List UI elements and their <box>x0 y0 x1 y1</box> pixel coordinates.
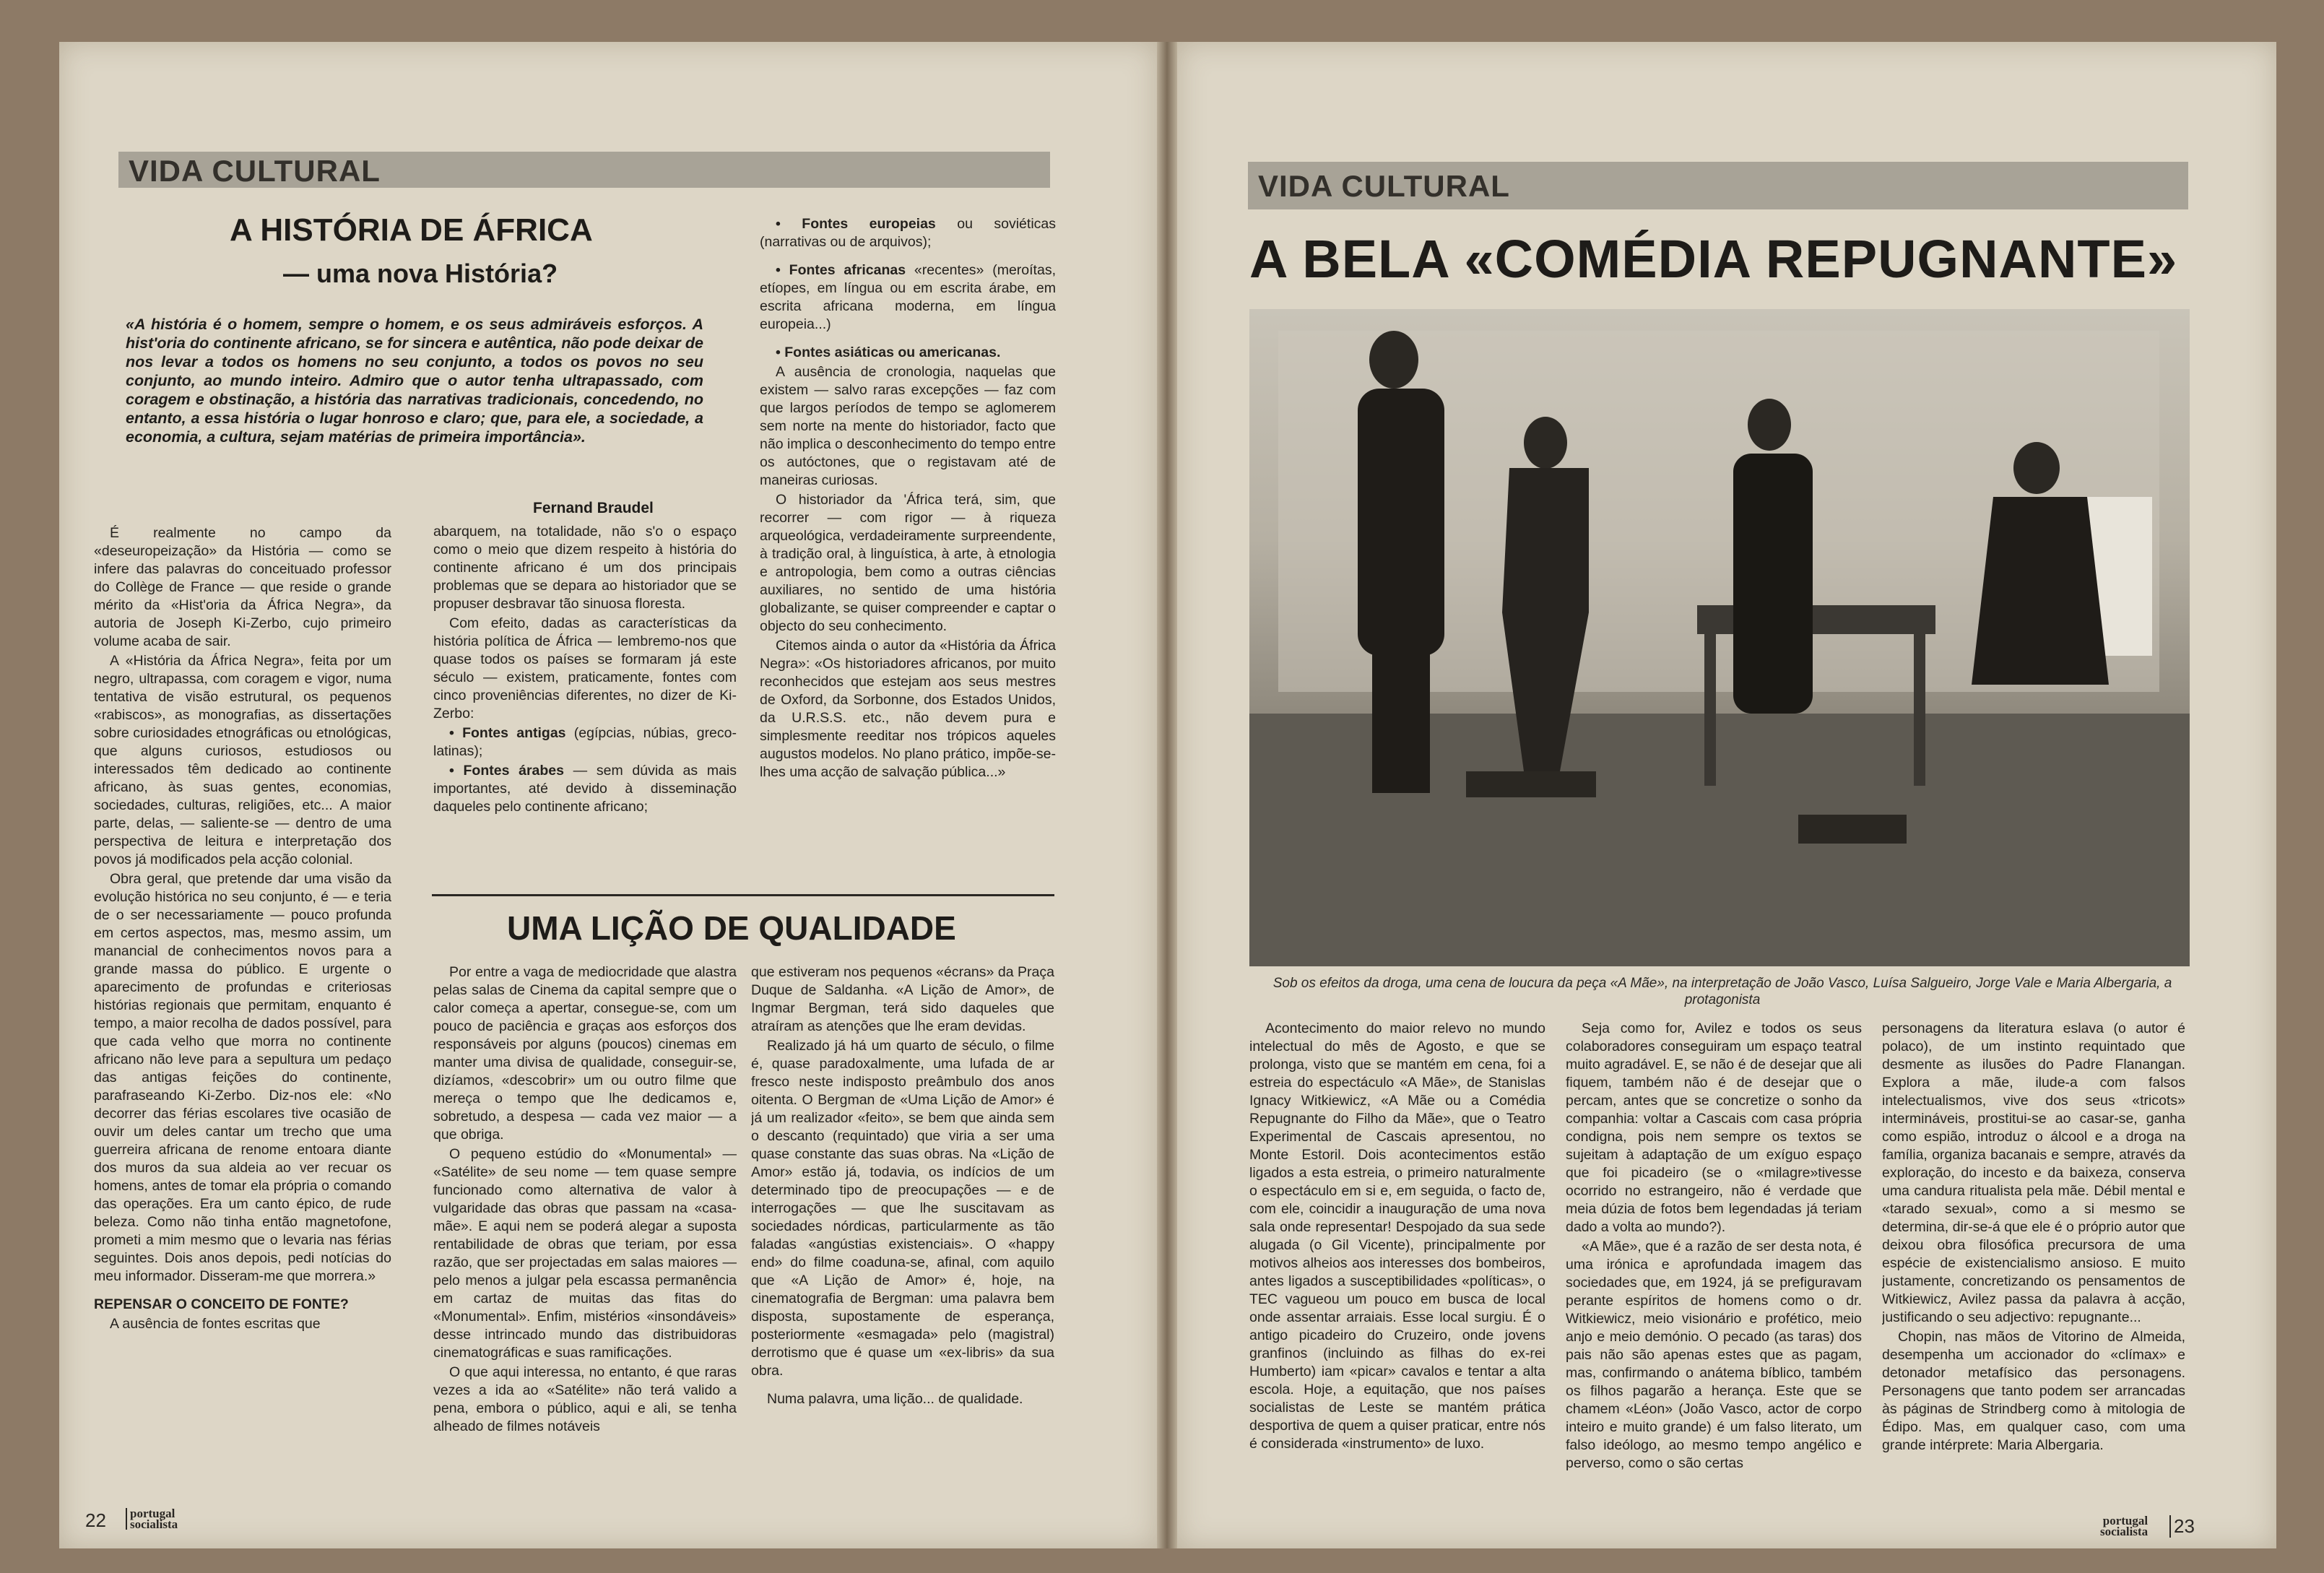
paragraph: Citemos ainda o autor da «História da África Negra»: «Os historiadores africanos, por muito reconhecidos que estejam aos seus mestres de Oxford, da Sorbonne, dos Estados Unidos, da U.R.S.S. etc., não devem pura e simplesmente reeditar nos trópicos aqueles augustos modelos. No plano prático, impõe-se-lhes uma acção de salvação pública...» <box>760 638 1056 780</box>
section-subhead: REPENSAR O CONCEITO DE FONTE? <box>94 1296 349 1312</box>
bullet-text: (egípcias, núbias, greco-latinas); <box>433 725 737 759</box>
paragraph: A ausência de fontes escritas que <box>110 1316 321 1332</box>
photo-caption: Sob os efeitos da droga, uma cena de loucura da peça «A Mãe», na interpretação de João Vasco, Luísa Salgueiro, Jorge Vale e Maria Albergaria, a protagonista <box>1272 976 2172 1008</box>
paragraph: Obra geral, que pretende dar uma visão da evolução histórica no seu conjunto, é — e teria de o ser necessariamente — pouco profunda em certos aspectos, mas, mesmo assim, um manancial de conhecimentos novos para a grande massa do público. E urgente o aparecimento de profundas e criteriosas histórias regionais que permitam, enquanto é tempo, a maior recolha de dados possível, para que cada velho que morra no continente africano não leve para a sepultura um pedaço das antigas feições do continente, parafraseando Ki-Zerbo. Diz-nos ele: «No decorrer das férias escolares tive ocasião de ouvir um deles cantar um trecho que uma guerreira africana de renome entoara diante dos muros da sua aldeia ao ver recuar os homens, antes de tomar ela própria o comando das operações. Era um canto épico, de rude beleza. Como não tinha então magnetofone, prometi a mim mesmo que o levaria nas férias seguintes. Dois anos depois, pedi notícias do meu informador. Disseram-me que morrera.» <box>94 871 391 1284</box>
article1-column-2 <box>433 523 737 884</box>
paragraph: O pequeno estúdio do «Monumental» — «Satélite» de seu nome — tem quase sempre funcionado como alternativa de valor à vulgaridade das obras que passam na «casa-mãe». E aqui nem se poderá alegar a suposta rentabilidade de obras que teriam, por essa razão, que ser projectadas em salas maiores — pelo menos a julgar pela escassa permanência em cartaz de muitas das fitas do «Monumental». Enfim, mistérios «insondáveis» desse intrincado mundo das distribuidoras cinematográficas e suas ramificações. <box>433 1146 737 1361</box>
article1-column-1 <box>94 524 391 1463</box>
section-label: VIDA CULTURAL <box>1258 169 1510 203</box>
separator-rule <box>432 894 1054 896</box>
article-title: UMA LIÇÃO DE QUALIDADE <box>507 909 956 947</box>
paragraph: Com efeito, dadas as características da história política de África — lembremo-nos que quase todos os países se formaram já este século — existem, praticamente, fontes com cinco proveniências diferentes, no dizer de Ki-Zerbo: <box>433 615 737 722</box>
section-band <box>118 152 1050 188</box>
paragraph: A «História da África Negra», feita por um negro, ultrapassa, com coragem e vigor, numa tentativa de visão estrutural, os pequenos «rabiscos», as monografias, as dissertações sobre curiosidades etnográficas ou etnológicas, que alguns curiosos, estudiosos ou interessados têm dedicado ao continente africano, às suas gentes, economias, sociedades, culturas, religiões, etc... A maior parte, delas, — saliente-se — dentro de uma perspectiva de leitura e interpretação dos povos já modificados pela acção colonial. <box>94 653 391 867</box>
bullet-label: • Fontes africanas <box>776 262 906 278</box>
headline: A BELA «COMÉDIA REPUGNANTE» <box>1249 229 2178 289</box>
paragraph: Numa palavra, uma lição... de qualidade. <box>767 1391 1023 1407</box>
bullet-item <box>760 215 1056 251</box>
paragraph: É realmente no campo da «deseuropeização» da História — como se infere das palavras do conceituado professor do Collège de France — que reside o grande mérito da «Hist'oria da África Negra», da autoria de Joseph Ki-Zerbo, cujo primeiro volume acaba de sair. <box>94 525 391 649</box>
article1-column-3 <box>760 215 1056 894</box>
review-column-1 <box>1249 1020 1545 1511</box>
logo-line: socialista <box>130 1517 178 1531</box>
bullet-text: ou soviéticas (narrativas ou de arquivos); <box>760 216 1056 250</box>
logo-line: portugal <box>2102 1514 2149 1528</box>
paragraph: Seja como for, Avilez e todos os seus colaboradores conseguiram um espaço teatral muito agradável. E, se não é de desejar que ali fiquem, também não é de desejar que o percam, antes que se concretize o sonho da companhia: voltar a Cascais com casa própria condigna, pois nem sempre os textos se sujeitam à adaptação de um exíguo espaço que foi picadeiro (se o «milagre»tivesse ocorrido no estrangeiro, não é verdade que meia dúzia de fotos bem legendadas já teriam dado a volta ao mundo?). <box>1566 1020 1862 1235</box>
right-page <box>1177 42 2276 1548</box>
page-number: 23 <box>2169 1515 2195 1538</box>
bullet-item <box>433 762 737 816</box>
epigraph-quote: «A história é o homem, sempre o homem, e os seus admiráveis esforços. A hist'oria do continente africano, se for sincera e autêntica, não pode deixar de nos levar a todos os homens no seu conjunto, a todos os povos no seu conjunto, ao mundo inteiro. Admiro que o autor tenha ultrapassado, com coragem e obstinação, a história das narrativas tradicionais, concedendo, no entanto, a essa história o lugar honroso e claro; que, para ele, a sociedade, a economia, a cultura, sejam matérias de primeira importância». <box>126 316 703 446</box>
bullet-label: • Fontes europeias <box>776 216 936 232</box>
article2-column-1 <box>433 963 737 1483</box>
logo-line: socialista <box>2100 1525 2149 1538</box>
article-subtitle: — uma nova História? <box>283 259 558 288</box>
bullet-item <box>760 344 1056 362</box>
section-label: VIDA CULTURAL <box>129 154 381 188</box>
paragraph: abarquem, na totalidade, não s'o o espaço como o meio que dizem respeito à história do continente africano é um dos principais problemas que se depara ao historiador que se propuser desbravar tão sinuosa floresta. <box>433 524 737 612</box>
magazine-gutter <box>1157 42 1177 1548</box>
bullet-text: — sem dúvida as mais importantes, até devido à disseminação daqueles pelo continente africano; <box>433 763 737 815</box>
review-column-3 <box>1882 1020 2185 1511</box>
paragraph: «A Mãe», que é a razão de ser desta nota, é uma irónica e aprofundada imagem das sociedades que, em 1924, já se prefiguravam perante espíritos de homens como o dr. Witkiewicz, meio visionário e profético, meio anjo e meio demónio. O pecado (as taras) dos pais não são apenas estes que as pagam, mas, confirmando o anátema bíblico, também os filhos pagarão a herança. Este que se chamem «Léon» (João Vasco, actor de corpo inteiro e muito grande) é um falso literato, um falso ideólogo, ao mesmo tempo angélico e perverso, como o são certas <box>1566 1239 1862 1471</box>
paragraph: que estiveram nos pequenos «écrans» da Praça Duque de Saldanha. «A Lição de Amor», de Ingmar Bergman, terá sido daqueles que atraíram as atenções que lhe eram devidas. <box>751 964 1054 1034</box>
paragraph: Por entre a vaga de mediocridade que alastra pelas salas de Cinema da capital sempre que o calor começa a apertar, consegue-se, com um pouco de paciência e graças aos esforços dos responsáveis por alguns (poucos) cinemas em manter uma divisa de qualidade, conseguir-se, dizíamos, «descobrir» um ou outro filme que mereça o tempo que lhe dedicamos e, sobretudo, a despesa — cada vez maior — a que obriga. <box>433 964 737 1143</box>
paragraph: personagens da literatura eslava (o autor é polaco), de um instinto requintado que desmente as ilusões do Padre Flanangan. Explora a mãe, ilude-a com falsos intelectualismos, vive dos seus «tricots» intermináveis, prostitui-se ao casar-se, ganha como espião, introduz o álcool e a droga na família, organiza bacanais e sempre, através da exploração, do incesto e da baixeza, conserva uma candura ritualista pela mãe. Débil mental e «tarado sexual», como a si mesmo se determina, dir-se-á que ele é o próprio autor que deixou obra filosófica precursora de uma espécie de existencialismo ansioso. E muito justamente, concretizando os pensamentos de Witkiewicz, Avilez passa da palavra à acção, justificando o seu adjectivo: repugnante... <box>1882 1020 2185 1325</box>
photo-illustration <box>1249 309 2190 966</box>
bullet-label: • Fontes árabes <box>449 763 564 779</box>
theatre-scene-photo <box>1249 309 2190 966</box>
paragraph: Chopin, nas mãos de Vitorino de Almeida, desempenha um accionador do «clímax» e detonador metafísico das personagens. Personagens que tanto podem ser arrancadas às páginas de Strindberg como à mitologia de Édipo. Mas, em qualquer caso, com uma grande intérprete: Maria Albergaria. <box>1882 1329 2185 1453</box>
left-page <box>59 42 1157 1548</box>
bullet-label: • Fontes asiáticas ou americanas. <box>776 344 1001 360</box>
paragraph: A ausência de cronologia, naquelas que existem — salvo raras excepções — faz com que largos períodos de tempo se aglomerem sem norte na mente do historiador, facto que não implica o desconhecimento do tempo entre os autóctones, que o registavam até de maneiras curiosas. <box>760 364 1056 488</box>
publication-logo <box>2100 1515 2148 1537</box>
paragraph: Realizado já há um quarto de século, o filme é, quase paradoxalmente, uma lufada de ar fresco neste indisposto preâmbulo dos anos oitenta. O Bergman de «Uma Lição de Amor» é já um realizador «feito», se bem que ainda sem o descanto (requintado) que viria a ser uma quase constante das suas obras. Na «Lição de Amor» estão já, todavia, os indícios de um determinado tipo de preocupações — e de interrogações — que lhe suscitavam as sociedades nórdicas, particularmente as tão faladas «angústias existenciais». O «happy end» do filme coaduna-se, afinal, com aquilo que «A Lição de Amor» é, hoje, na cinematografia de Bergman: uma palavra bem disposta, supostamente de esperança, posteriormente «esmagada» pelo (magistral) derrotismo que é quase um «ex-libris» da sua obra. <box>751 1038 1054 1379</box>
section-band <box>1248 162 2188 209</box>
review-column-2 <box>1566 1020 1862 1511</box>
paragraph: O historiador da 'África terá, sim, que recorrer — com rigor — à riqueza arqueológica, verdadeiramente surpreendente, à tradição oral, à linguística, à arte, à etnologia e antropologia, bem como a outras ciências auxiliares, no sentido de uma história globalizante, se quiser compreender e captar o objecto do seu conhecimento. <box>760 492 1056 634</box>
page-number: 22 <box>85 1509 106 1531</box>
paragraph: Acontecimento do maior relevo no mundo intelectual do mês de Agosto, e que se prolonga, visto que se mantém em cena, foi a estreia do espectáculo «A Mãe», de Stanislas Ignacy Witkiewicz, «A Mãe ou a Comédia Repugnante do Filho da Mãe», que o Teatro Experimental de Cascais apresentou, no Monte Estoril. Dois acontecimentos estão ligados a esta estreia, o primeiro naturalmente o espectáculo em si e, em seguida, o facto de, com ele, coincidir a inauguração de uma nova sala onde representar! Despojado da sua sede alugada (o Gil Vicente), principalmente por motivos alheios aos interesses dos bombeiros, antes ligados a susceptibilidades «políticas», o TEC vagueou um pouco em busca de local onde assentar arraiais. Esse local surgiu. É o antigo picadeiro do Cruzeiro, onde jovens granfinos (incluindo as filhas do ex-rei Humberto) iam «picar» cavalos e tentar a alta escola. Hoje, a equitação, que nos países socialistas de Leste se mantém prática desportiva de quem a quiser praticar, entre nós é considerada «instrumento» de luxo. <box>1249 1020 1545 1452</box>
article2-column-2 <box>751 963 1054 1483</box>
bullet-item <box>433 724 737 760</box>
logo-line: portugal <box>130 1507 175 1520</box>
paragraph: O que aqui interessa, no entanto, é que raras vezes a ida ao «Satélite» não terá valido a pena, embora o público, aqui e ali, se tenha alheado de filmes notáveis <box>433 1364 737 1434</box>
publication-logo <box>126 1508 178 1530</box>
bullet-item <box>760 261 1056 334</box>
bullet-text: «recentes» (meroítas, etíopes, em língua ou em escrita árabe, em escrita africana moderna, em língua europeia...) <box>760 262 1056 332</box>
epigraph-author: Fernand Braudel <box>533 500 654 516</box>
article-title: A HISTÓRIA DE ÁFRICA <box>230 212 593 248</box>
bullet-label: • Fontes antigas <box>449 725 566 741</box>
